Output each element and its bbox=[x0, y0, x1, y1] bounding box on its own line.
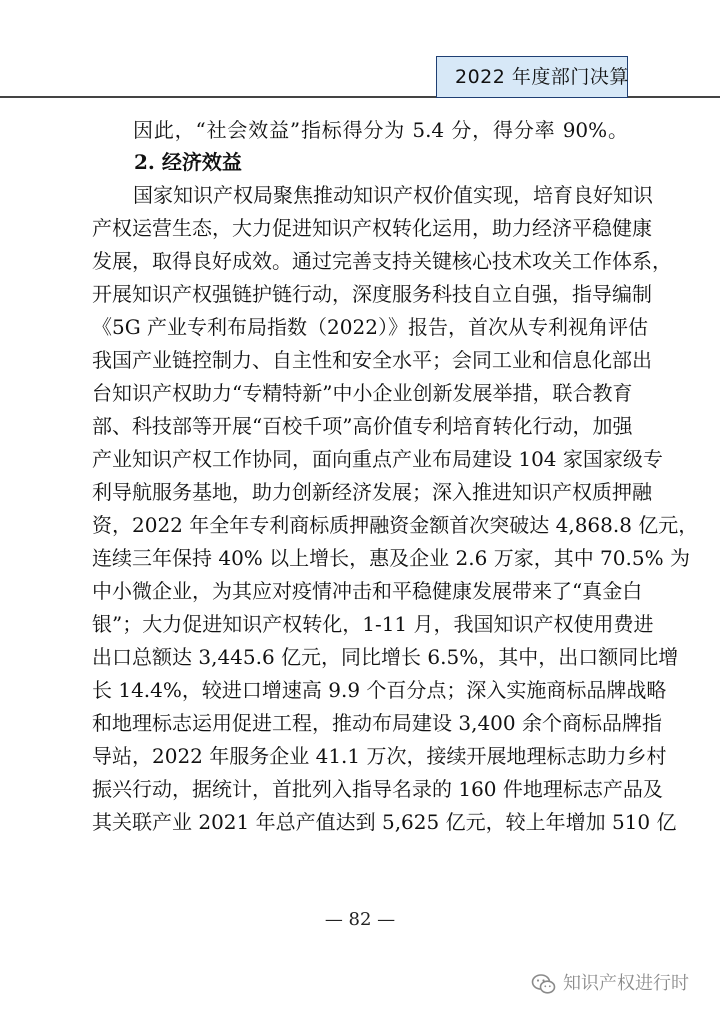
header-title: 2022 年度部门决算 bbox=[455, 66, 629, 88]
paragraph-line: 利导航服务基地，助力创新经济发展；深入推进知识产权质押融 bbox=[92, 480, 652, 504]
paragraph-line: 出口总额达 3,445.6 亿元，同比增长 6.5%，其中，出口额同比增 bbox=[92, 645, 679, 669]
paragraph-line: 发展，取得良好成效。通过完善支持关键核心技术攻关工作体系， bbox=[92, 249, 672, 273]
paragraph-line: 国家知识产权局聚焦推动知识产权价值实现，培育良好知识 bbox=[133, 183, 653, 207]
watermark bbox=[531, 970, 689, 998]
paragraph-line: 台知识产权助力“专精特新”中小企业创新发展举措，联合教育 bbox=[92, 381, 633, 405]
paragraph-line: 长 14.4%，较进口增速高 9.9 个百分点；深入实施商标品牌战略 bbox=[92, 678, 667, 702]
paragraph-line: 资，2022 年全年专利商标质押融资金额首次突破达 4,868.8 亿元， bbox=[92, 513, 699, 537]
body-first-line: 因此，“社会效益”指标得分为 5.4 分，得分率 90%。 bbox=[133, 118, 628, 142]
paragraph-line: 《5G 产业专利布局指数（2022）》报告，首次从专利视角评估 bbox=[92, 315, 648, 339]
paragraph-line: 我国产业链控制力、自主性和安全水平；会同工业和信息化部出 bbox=[92, 348, 652, 372]
paragraph-line: 导站，2022 年服务企业 41.1 万次，接续开展地理标志助力乡村 bbox=[92, 744, 667, 768]
paragraph-line: 其关联产业 2021 年总产值达到 5,625 亿元，较上年增加 510 亿 bbox=[92, 810, 677, 834]
section-heading: 2. 经济效益 bbox=[134, 150, 242, 174]
paragraph-line: 和地理标志运用促进工程，推动布局建设 3,400 余个商标品牌指 bbox=[92, 711, 662, 735]
paragraph-line: 振兴行动，据统计，首批列入指导名录的 160 件地理标志产品及 bbox=[92, 777, 663, 801]
watermark-text: 知识产权进行时 bbox=[563, 973, 689, 994]
page-number: — 82 — bbox=[324, 909, 396, 930]
wechat-icon bbox=[531, 971, 557, 997]
paragraph-line: 开展知识产权强链护链行动，深度服务科技自立自强，指导编制 bbox=[92, 282, 652, 306]
paragraph-line: 连续三年保持 40% 以上增长，惠及企业 2.6 万家，其中 70.5% 为 bbox=[92, 546, 690, 570]
paragraph-line: 部、科技部等开展“百校千项”高价值专利培育转化行动，加强 bbox=[92, 414, 633, 438]
paragraph-line: 产业知识产权工作协同，面向重点产业布局建设 104 家国家级专 bbox=[92, 447, 663, 471]
paragraph-line: 中小微企业，为其应对疫情冲击和平稳健康发展带来了“真金白 bbox=[92, 579, 643, 603]
paragraph-line: 银”；大力促进知识产权转化，1-11 月，我国知识产权使用费进 bbox=[92, 612, 654, 636]
paragraph-line: 产权运营生态，大力促进知识产权转化运用，助力经济平稳健康 bbox=[92, 216, 652, 240]
